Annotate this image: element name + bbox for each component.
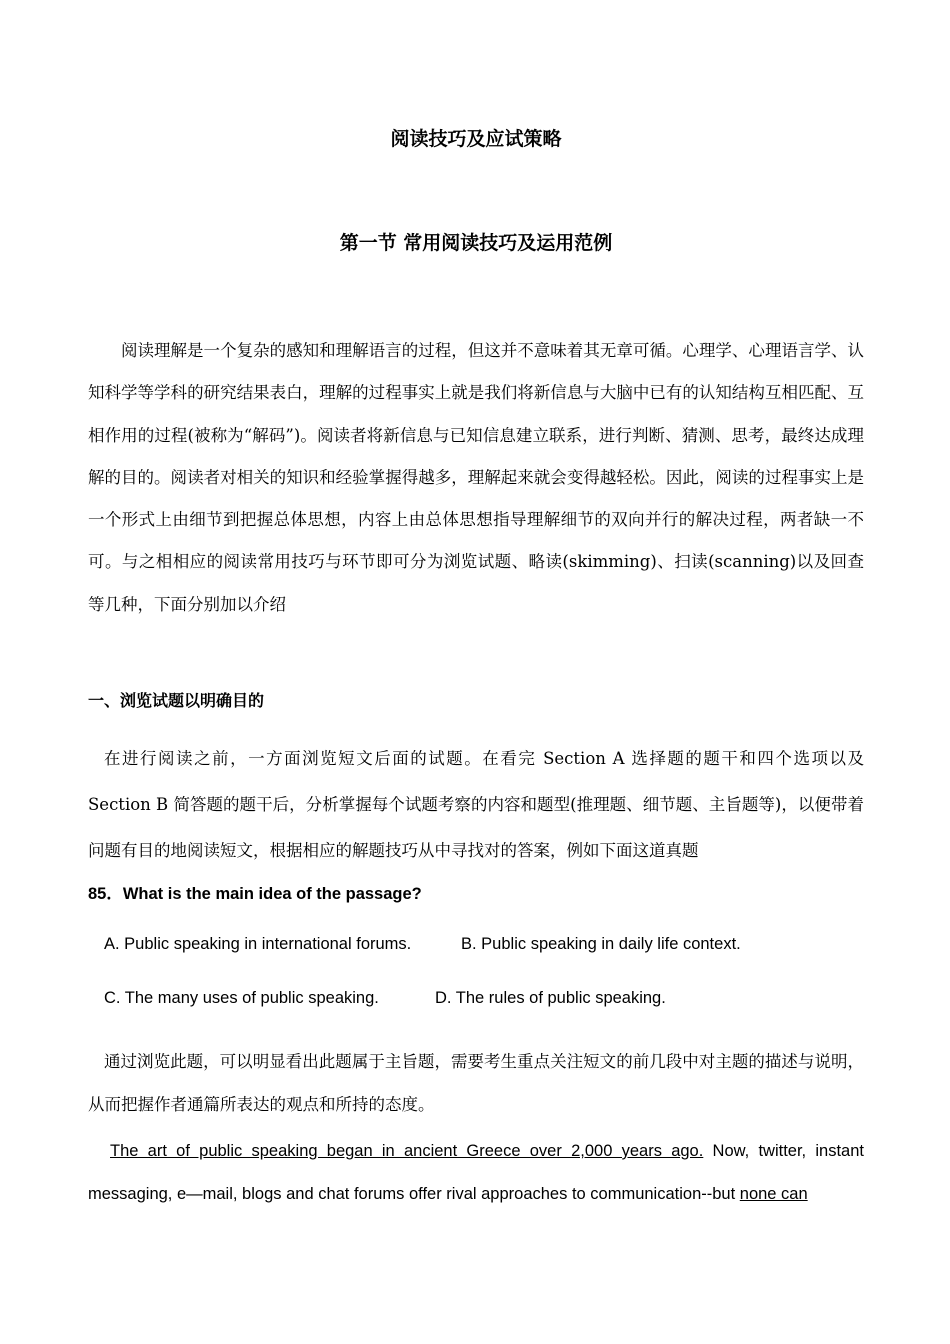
passage-text-1: Now, twitter, instant messaging, e—mail, blogs and chat forums offer rival approaches to communication--but [88,1142,864,1203]
heading-browse-questions: 一、浏览试题以明确目的 [88,691,265,710]
document-title: 阅读技巧及应试策略 [390,128,562,150]
question-85: 85．What is the main idea of the passage? [88,885,422,903]
analysis-paragraph: 通过浏览此题，可以明显看出此题属于主旨题，需要考生重点关注短文的前几段中对主题的描述与说明，从而把握作者通篇所表达的观点和所持的态度。 [88,1052,864,1114]
passage-excerpt [88,1130,864,1216]
option-a: A. Public speaking in international forums. [104,935,412,953]
option-b: B. Public speaking in daily life context. [461,935,741,953]
passage-underlined-1: The art of public speaking began in ancient Greece over 2,000 years ago. [110,1142,704,1160]
browse-paragraph: 在进行阅读之前，一方面浏览短文后面的试题。在看完 Section A 选择题的题干和四个选项以及 Section B 简答题的题干后，分析掌握每个试题考察的内容和题型(推理题、细节题、主旨题等)，以便带着问题有目的地阅读短文，根据相应的解题技巧从中寻找对的答案，例如下面这道真题 [88,749,864,860]
option-c: C. The many uses of public speaking. [104,989,379,1007]
passage-underlined-2: none can [739,1185,808,1203]
section-title: 第一节 常用阅读技巧及运用范例 [339,232,613,254]
intro-paragraph: 阅读理解是一个复杂的感知和理解语言的过程，但这并不意味着其无章可循。心理学、心理语言学、认知科学等学科的研究结果表白，理解的过程事实上就是我们将新信息与大脑中已有的认知结构互相匹配、互相作用的过程(被称为“解码”)。阅读者将新信息与已知信息建立联系，进行判断、猜测、思考，最终达成理解的目的。阅读者对相关的知识和经验掌握得越多，理解起来就会变得越轻松。因此，阅读的过程事实上是一个形式上由细节到把握总体思想，内容上由总体思想指导理解细节的双向并行的解决过程，两者缺一不可。与之相相应的阅读常用技巧与环节即可分为浏览试题、略读(skimming)、扫读(scanning)以及回查等几种，下面分别加以介绍 [88,341,864,614]
option-d: D. The rules of public speaking. [435,989,666,1007]
